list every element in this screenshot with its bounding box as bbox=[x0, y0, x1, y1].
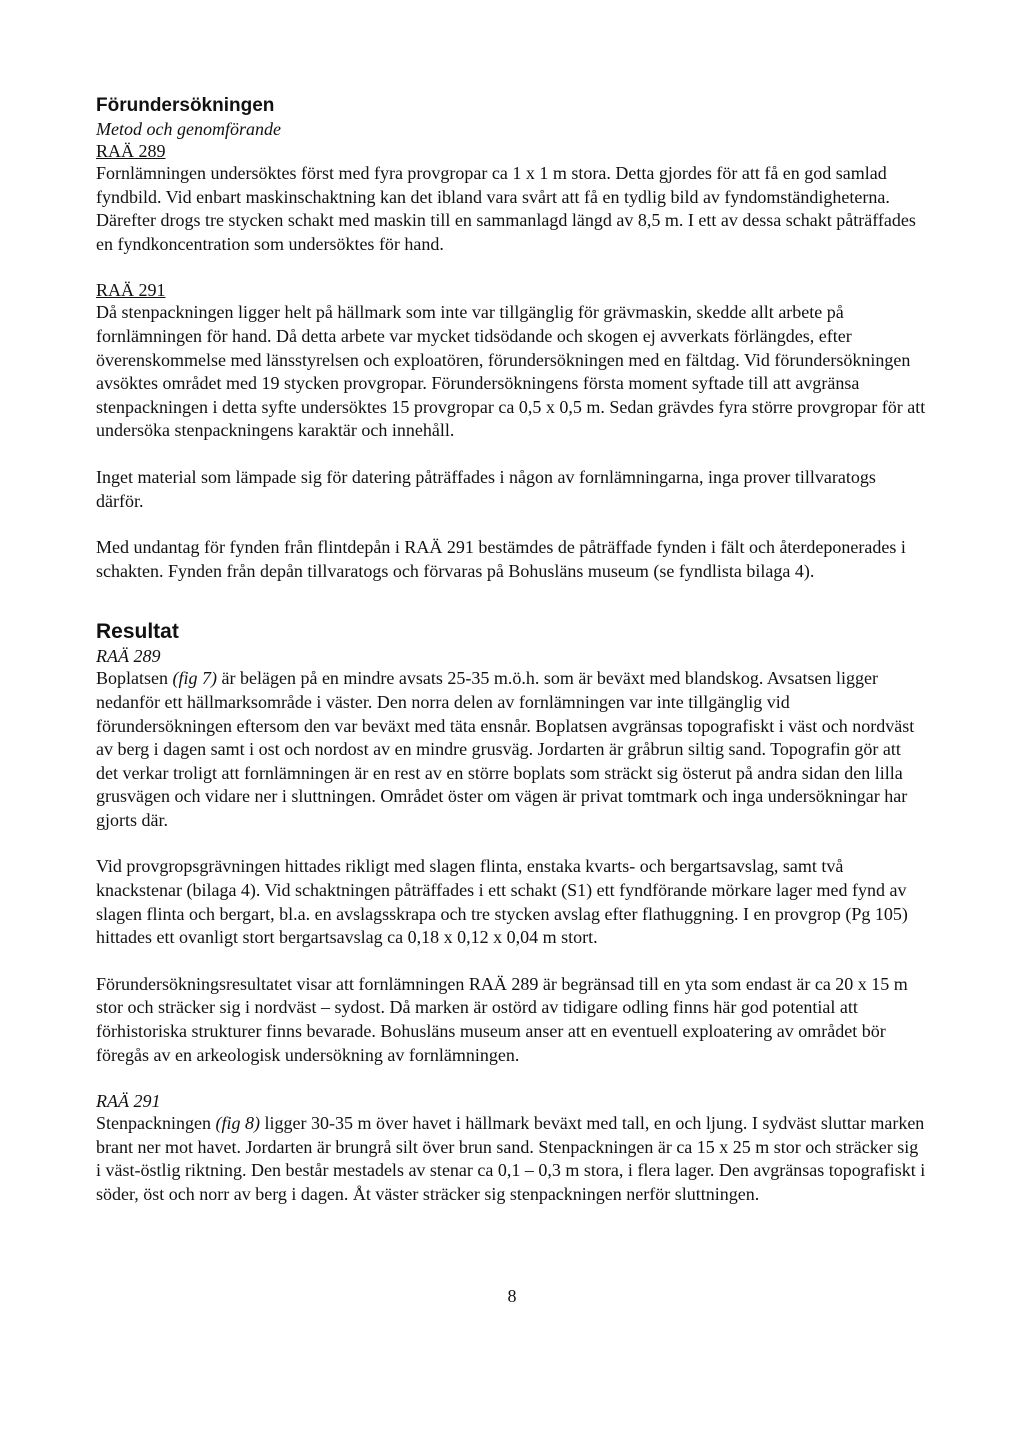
text-span: är belägen på en mindre avsats 25-35 m.ö.h. som är beväxt med blandskog. Avsatsen ligger nedanför ett hällmarksområde i väster. Den norra delen av fornlämningen var inte tillgänglig vid förundersökningen eftersom den var beväxt med täta ensnår. Boplatsen avgränsas topografiskt i väst och nordväst av berg i dagen samt i ost och nordost av en mindre grusväg. Jordarten är gråbrun siltig sand. Topografin gör att det verkar troligt att fornlämningen är en rest av en större boplats som sträckt sig österut på andra sidan den lilla grusvägen och vidare ner i sluttningen. Området öster om vägen är privat tomtmark och inga undersökningar har gjorts där. bbox=[96, 668, 915, 830]
paragraph-fynd: Med undantag för fynden från flintdepån i RAÄ 291 bestämdes de påträffade fynden i fält och återdeponerades i schakten. Fynden från depån tillvaratogs och förvaras på Bohusläns museum (se fyndlista bilaga 4). bbox=[96, 537, 906, 581]
paragraph-raa289-fynd: Vid provgropsgrävningen hittades rikligt med slagen flinta, enstaka kvarts- och bergartsavslag, samt två knackstenar (bilaga 4). Vid schaktningen påträffades i ett schakt (S1) ett fyndförande mörkare lager med fynd av slagen flinta och bergart, bl.a. en avslagsskrapa och tre stycken avslag efter flathuggning. I en provgrop (Pg 105) hittades ett ovanligt stort bergartsavslag ca 0,18 x 0,12 x 0,04 m stort. bbox=[96, 856, 908, 948]
paragraph-raa289-method: Fornlämningen undersöktes först med fyra provgropar ca 1 x 1 m stora. Detta gjordes för att få en god samlad fyndbild. Vid enbart maskinschaktning kan det ibland vara svårt att få en tydlig bild av fyndomständigheterna. Därefter drogs tre stycken schakt med maskin till en sammanlagd längd av 8,5 m. I ett av dessa schakt påträffades en fyndkoncentration som undersöktes för hand. bbox=[96, 163, 916, 254]
site-label-raa289-result: RAÄ 289 bbox=[96, 646, 161, 667]
text-span: ligger 30-35 m över havet i hällmark beväxt med tall, en och ljung. I sydväst sluttar marken brant ner mot havet. Jordarten är brungrå silt över brun sand. Stenpackningen är ca 15 x 25 m stor och sträcker sig i väst-östlig riktning. Den består mestadels av stenar ca 0,1 – 0,3 m stora, i flera lager. Den avgränsas topografiskt i söder, öst och norr av berg i dagen. Åt väster sträcker sig stenpackningen nerför sluttningen. bbox=[96, 1113, 926, 1204]
paragraph-material: Inget material som lämpade sig för datering påträffades i någon av fornlämningarna, inga prover tillvaratogs därför. bbox=[96, 466, 876, 511]
site-label-raa291: RAÄ 291 bbox=[96, 280, 166, 301]
paragraph-raa289-boplatsen bbox=[96, 667, 926, 832]
site-label-raa289: RAÄ 289 bbox=[96, 141, 166, 161]
text-span: Boplatsen bbox=[96, 668, 173, 689]
text-span: Stenpackningen bbox=[96, 1113, 216, 1134]
paragraph-raa289-resultat: Förundersökningsresultatet visar att fornlämningen RAÄ 289 är begränsad till en yta som endast är ca 20 x 15 m stor och sträcker sig i nordväst – sydost. Då marken är ostörd av tidigare odling finns här god potential att förhistoriska strukturer finns bevarade. Bohusläns museum anser att en eventuell exploatering av området bör föregås av en arkeologisk undersökning av fornlämningen. bbox=[96, 973, 908, 1065]
page-number: 8 bbox=[507, 1286, 517, 1306]
section-heading-forundersokningen: Förundersökningen bbox=[96, 95, 275, 116]
figure-reference: (fig 8) bbox=[215, 1113, 260, 1134]
section-heading-resultat: Resultat bbox=[96, 620, 179, 644]
subheading-metod: Metod och genomförande bbox=[96, 119, 281, 139]
site-label-raa291-result: RAÄ 291 bbox=[96, 1091, 161, 1112]
paragraph-raa291-stenpackningen bbox=[96, 1112, 926, 1206]
paragraph-raa291-method: Då stenpackningen ligger helt på hällmark som inte var tillgänglig för grävmaskin, skedde allt arbete på fornlämningen för hand. Då detta arbete var mycket tidsödande och skogen ej avverkats förlängdes, efter överenskommelse med länsstyrelsen och exploatören, förundersökningen med en fältdag. Vid förundersökningen avsöktes området med 19 stycken provgropar. Förundersökningens första moment syftade till att avgränsa stenpackningen i detta syfte undersöktes 15 provgropar ca 0,5 x 0,5 m. Sedan grävdes fyra större provgropar för att undersöka stenpackningens karaktär och innehåll. bbox=[96, 302, 926, 441]
figure-reference: (fig 7) bbox=[172, 668, 217, 689]
document-page bbox=[96, 94, 926, 1207]
